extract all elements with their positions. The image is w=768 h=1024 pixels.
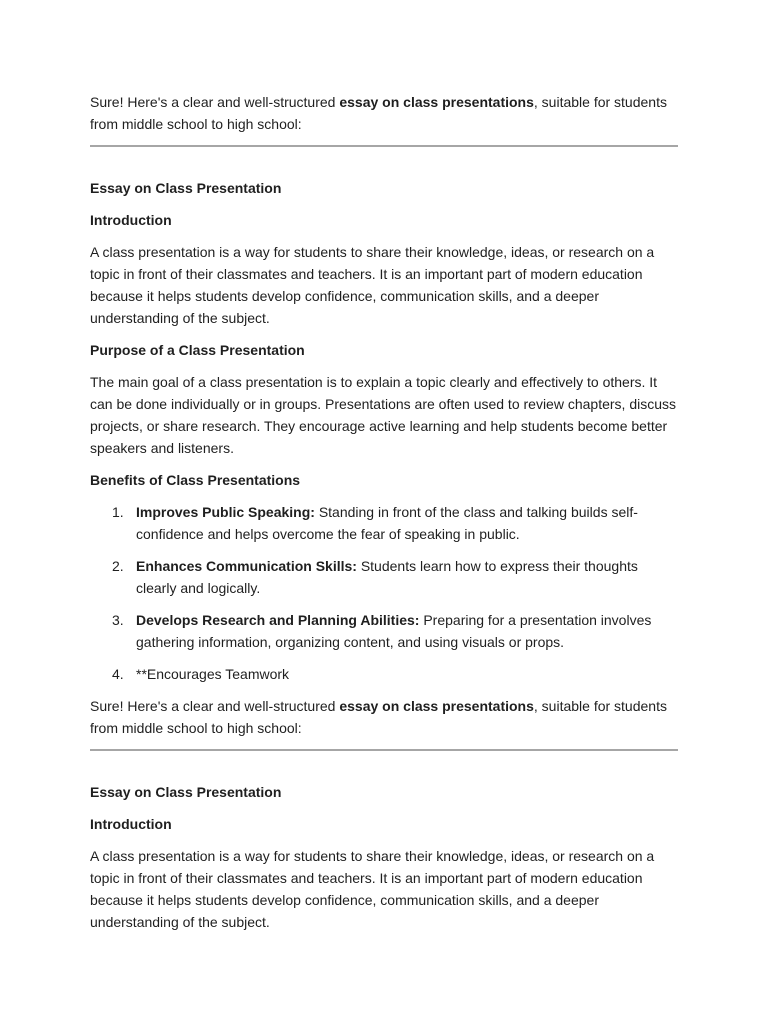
introduction-heading: Introduction [90,212,172,228]
intro-paragraph [90,91,678,135]
list-term: Improves Public Speaking: [136,504,315,520]
essay-title-repeat: Essay on Class Presentation [90,784,282,800]
list-term: Develops Research and Planning Abilities: [136,612,420,628]
list-item [90,609,678,653]
introduction-paragraph: A class presentation is a way for students to share their knowledge, ideas, or research on a topic in front of their classmates and teachers. It is an important part of modern education because it helps students develop confidence, communication skills, and a deeper understanding of the subject. [90,244,655,326]
essay-title: Essay on Class Presentation [90,180,282,196]
list-item [90,663,678,685]
purpose-paragraph: The main goal of a class presentation is to explain a topic clearly and effectively to others. It can be done individually or in groups. Presentations are often used to review chapters, discuss projects, or share research. They encourage active learning and help students become better speakers and listeners. [90,374,677,456]
intro-text-bold: essay on class presentations [339,698,534,714]
list-text: Preparing for a presentation involves gathering information, organizing content, and using visuals or props. [136,612,652,650]
list-item [90,501,678,545]
list-number: 2. [112,558,124,574]
intro-text-bold: essay on class presentations [339,94,534,110]
intro-paragraph-repeat [90,695,678,739]
list-number: 3. [112,612,124,628]
benefits-heading: Benefits of Class Presentations [90,472,301,488]
introduction-paragraph-repeat: A class presentation is a way for students to share their knowledge, ideas, or research on a topic in front of their classmates and teachers. It is an important part of modern education because it helps students develop confidence, communication skills, and a deeper understanding of the subject. [90,848,655,930]
intro-text-before: Sure! Here's a clear and well-structured [90,698,340,714]
benefits-list [90,501,678,685]
introduction-heading-repeat: Introduction [90,816,172,832]
intro-text-before: Sure! Here's a clear and well-structured [90,94,340,110]
horizontal-rule [90,145,678,147]
intro-text-after: , suitable for students from middle school to high school: [90,94,667,132]
purpose-heading: Purpose of a Class Presentation [90,342,305,358]
list-text: Standing in front of the class and talking builds self-confidence and helps overcome the fear of speaking in public. [136,504,638,542]
intro-text-after: , suitable for students from middle school to high school: [90,698,667,736]
list-number: 1. [112,504,124,520]
list-text: **Encourages Teamwork [136,666,290,682]
list-item [90,555,678,599]
list-term: Enhances Communication Skills: [136,558,357,574]
horizontal-rule [90,749,678,751]
list-text: Students learn how to express their thoughts clearly and logically. [136,558,638,596]
list-number: 4. [112,666,124,682]
